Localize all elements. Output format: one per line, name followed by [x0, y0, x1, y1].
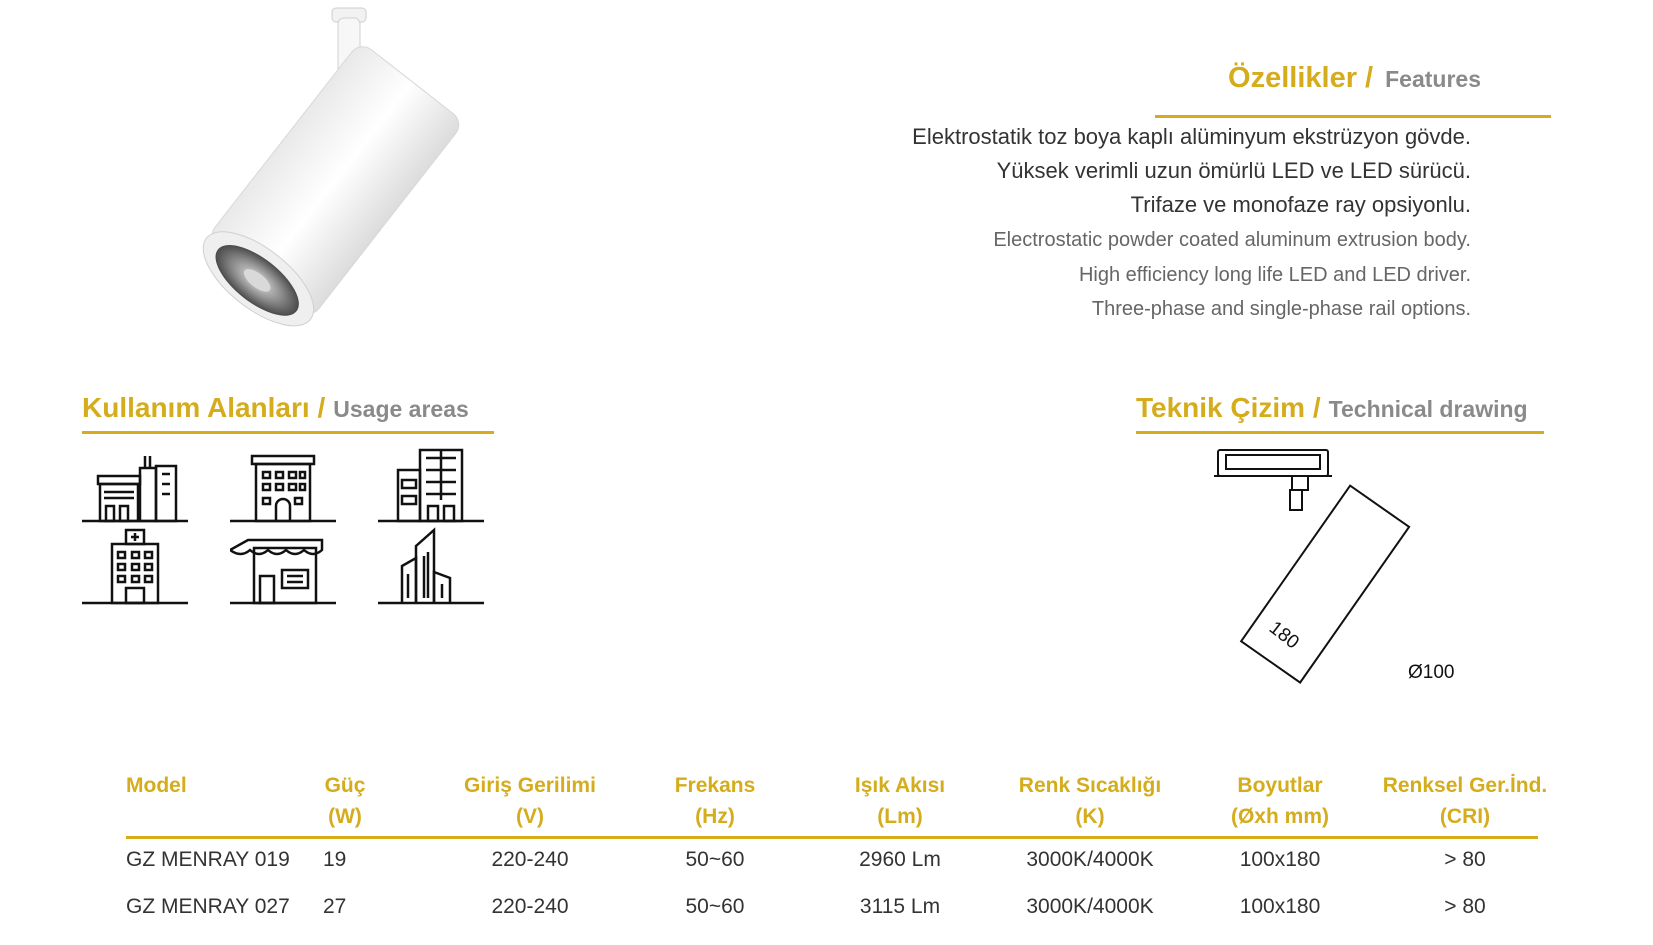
header-line: (Hz): [695, 805, 735, 828]
table-cell: 2960 Lm: [859, 848, 941, 871]
technical-heading: [1136, 392, 1528, 424]
table-header-luminous-flux: [820, 770, 980, 832]
office-building-icon: [378, 444, 486, 524]
usage-title-tr: Kullanım Alanları /: [82, 392, 326, 423]
technical-drawing: [1190, 440, 1470, 700]
diameter-dimension-label: Ø100: [1408, 662, 1455, 683]
hospital-icon: [82, 526, 190, 606]
table-cell: 3000K/4000K: [1026, 895, 1154, 918]
skyscraper-icon: [378, 526, 486, 606]
table-cell: GZ MENRAY 019: [126, 848, 290, 871]
table-header-voltage: [435, 770, 625, 832]
table-cell: 100x180: [1239, 895, 1321, 918]
table-cell: GZ MENRAY 027: [126, 895, 290, 918]
header-line: Renksel Ger.İnd.: [1382, 774, 1548, 797]
table-cell: > 80: [1444, 848, 1486, 871]
table-header-cri: [1370, 770, 1560, 832]
header-line: (CRI): [1439, 805, 1491, 828]
header-line: Model: [126, 774, 187, 797]
technical-divider: [1136, 431, 1544, 434]
table-header-dimensions: [1195, 770, 1365, 832]
header-line: (K): [1075, 805, 1105, 828]
header-line: Giriş Gerilimi: [464, 774, 596, 797]
feature-line-tr: Trifaze ve monofaze ray opsiyonlu.: [1130, 192, 1471, 217]
header-line: (Lm): [877, 805, 923, 828]
features-divider: [1155, 115, 1551, 118]
feature-line-en: Three-phase and single-phase rail options.: [1091, 298, 1471, 320]
length-dimension-label: 180: [1264, 617, 1303, 654]
table-cell: 3115 Lm: [859, 895, 941, 918]
table-cell: 220-240: [491, 895, 569, 918]
feature-line-tr: Yüksek verimli uzun ömürlü LED ve LED sürücü.: [996, 158, 1471, 183]
factory-icon: [82, 444, 190, 524]
features-title-en: Features: [1385, 66, 1481, 92]
header-line: Güç: [324, 774, 366, 797]
header-line: Boyutlar: [1237, 774, 1323, 797]
hotel-icon: [230, 444, 338, 524]
table-cell: 3000K/4000K: [1026, 848, 1154, 871]
header-line: Frekans: [674, 774, 756, 797]
table-cell: 220-240: [491, 848, 569, 871]
header-line: (W): [328, 805, 362, 828]
table-header-color-temperature: [995, 770, 1185, 832]
technical-title-en: Technical drawing: [1328, 396, 1528, 422]
table-header-model: [126, 770, 276, 801]
features-heading: [1228, 62, 1481, 95]
table-divider: [126, 836, 1538, 839]
store-icon: [230, 526, 338, 606]
table-header-power: [290, 770, 400, 832]
header-line: Işık Akısı: [854, 774, 946, 797]
table-cell: > 80: [1444, 895, 1486, 918]
feature-line-en: Electrostatic powder coated aluminum extrusion body.: [993, 229, 1471, 251]
features-title-tr: Özellikler /: [1228, 62, 1374, 94]
table-header-frequency: [645, 770, 785, 832]
header-line: Renk Sıcaklığı: [1018, 774, 1162, 797]
header-line: (Øxh mm): [1230, 805, 1329, 828]
feature-line-en: High efficiency long life LED and LED driver.: [1078, 264, 1471, 286]
technical-title-tr: Teknik Çizim /: [1136, 392, 1321, 423]
usage-title-en: Usage areas: [333, 396, 469, 422]
table-cell: 50~60: [685, 895, 745, 918]
header-line: (V): [516, 805, 544, 828]
product-image: [120, 0, 460, 360]
table-cell: 100x180: [1239, 848, 1321, 871]
usage-heading: [82, 392, 469, 424]
feature-line-tr: Elektrostatik toz boya kaplı alüminyum ekstrüzyon gövde.: [912, 124, 1471, 149]
usage-divider: [82, 431, 494, 434]
table-cell: 50~60: [685, 848, 745, 871]
table-cell: 27: [323, 895, 347, 918]
table-cell: 19: [323, 848, 347, 871]
